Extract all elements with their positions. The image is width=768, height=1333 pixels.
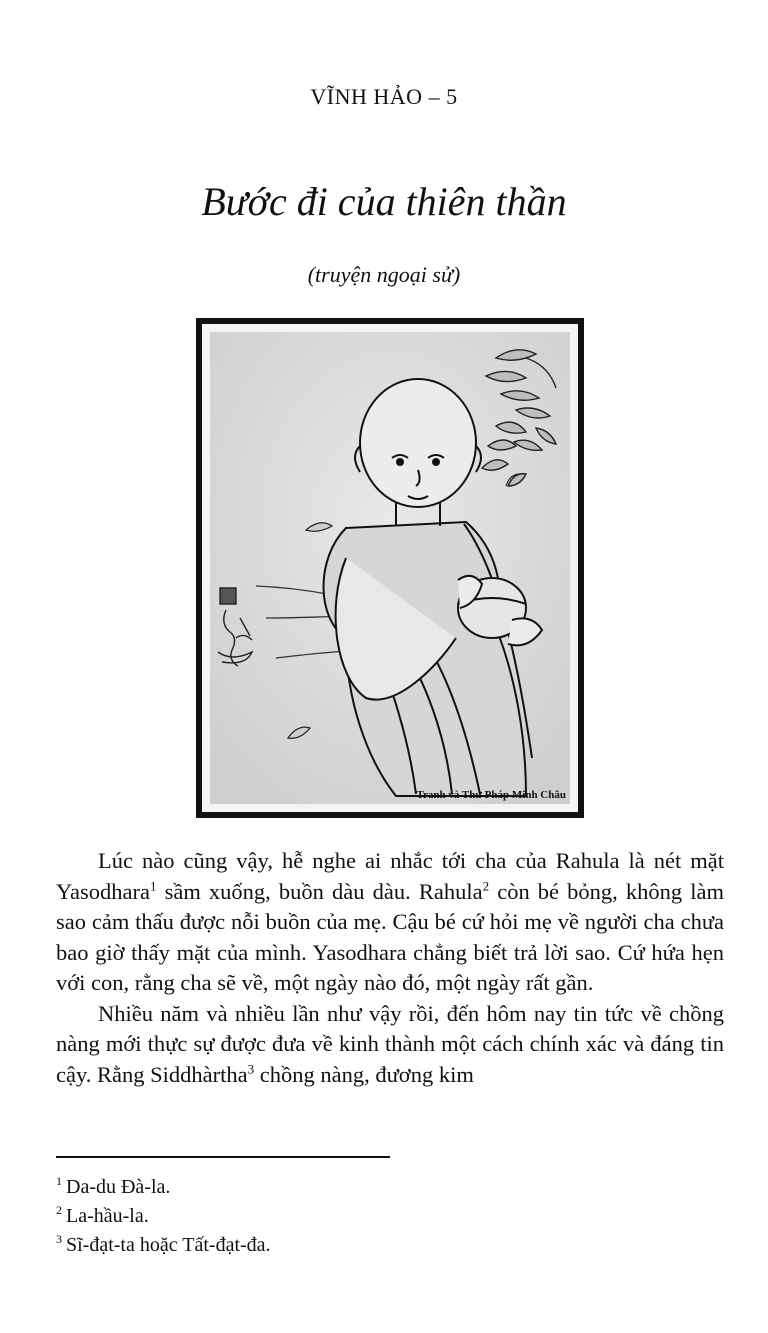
footnotes — [56, 1173, 716, 1260]
story-title: Bước đi của thiên thần — [201, 179, 567, 224]
paragraph: Lúc nào cũng vậy, hễ nghe ai nhắc tới cha của Rahula là nét mặt Yasodhara$^1$ sầm xuống, buồn dàu dàu. Rahula$^2$ còn bé bỏng, không làm sao cảm thấu được nỗi buồn của mẹ. Cậu bé cứ hỏi mẹ về người cha chưa bao giờ thấy mặt của mình. Yasodhara chẳng biết trả lời sao. Cứ hứa hẹn với con, rằng cha sẽ về, một ngày nào đó, một ngày rất gần. — [56, 848, 724, 995]
body-text — [56, 846, 724, 1090]
footnote-ref: 1 — [149, 878, 157, 893]
footnote-divider — [56, 1156, 390, 1158]
footnote: $^1$ Da-du Đà-la. — [56, 1174, 171, 1198]
monk-illustration — [196, 318, 584, 818]
illustration-caption: Tranh và Thư Pháp Minh Châu — [416, 789, 566, 801]
story-subtitle: (truyện ngoại sử) — [307, 262, 461, 287]
running-header: VĨNH HẢO – 5 — [310, 84, 458, 109]
paragraph: Nhiều năm và nhiều lần như vậy rồi, đến hôm nay tin tức về chồng nàng mới thực sự được đưa về kinh thành một cách chính xác và đáng tin cậy. Rằng Siddhàrtha$^3$ chồng nàng, đương kim — [56, 1000, 724, 1087]
footnote: $^2$ La-hầu-la. — [56, 1203, 149, 1227]
footnote-ref: 2 — [482, 878, 490, 893]
footnote: $^3$ Sĩ-đạt-ta hoặc Tất-đạt-đa. — [56, 1232, 271, 1256]
footnote-ref: 3 — [247, 1061, 255, 1076]
